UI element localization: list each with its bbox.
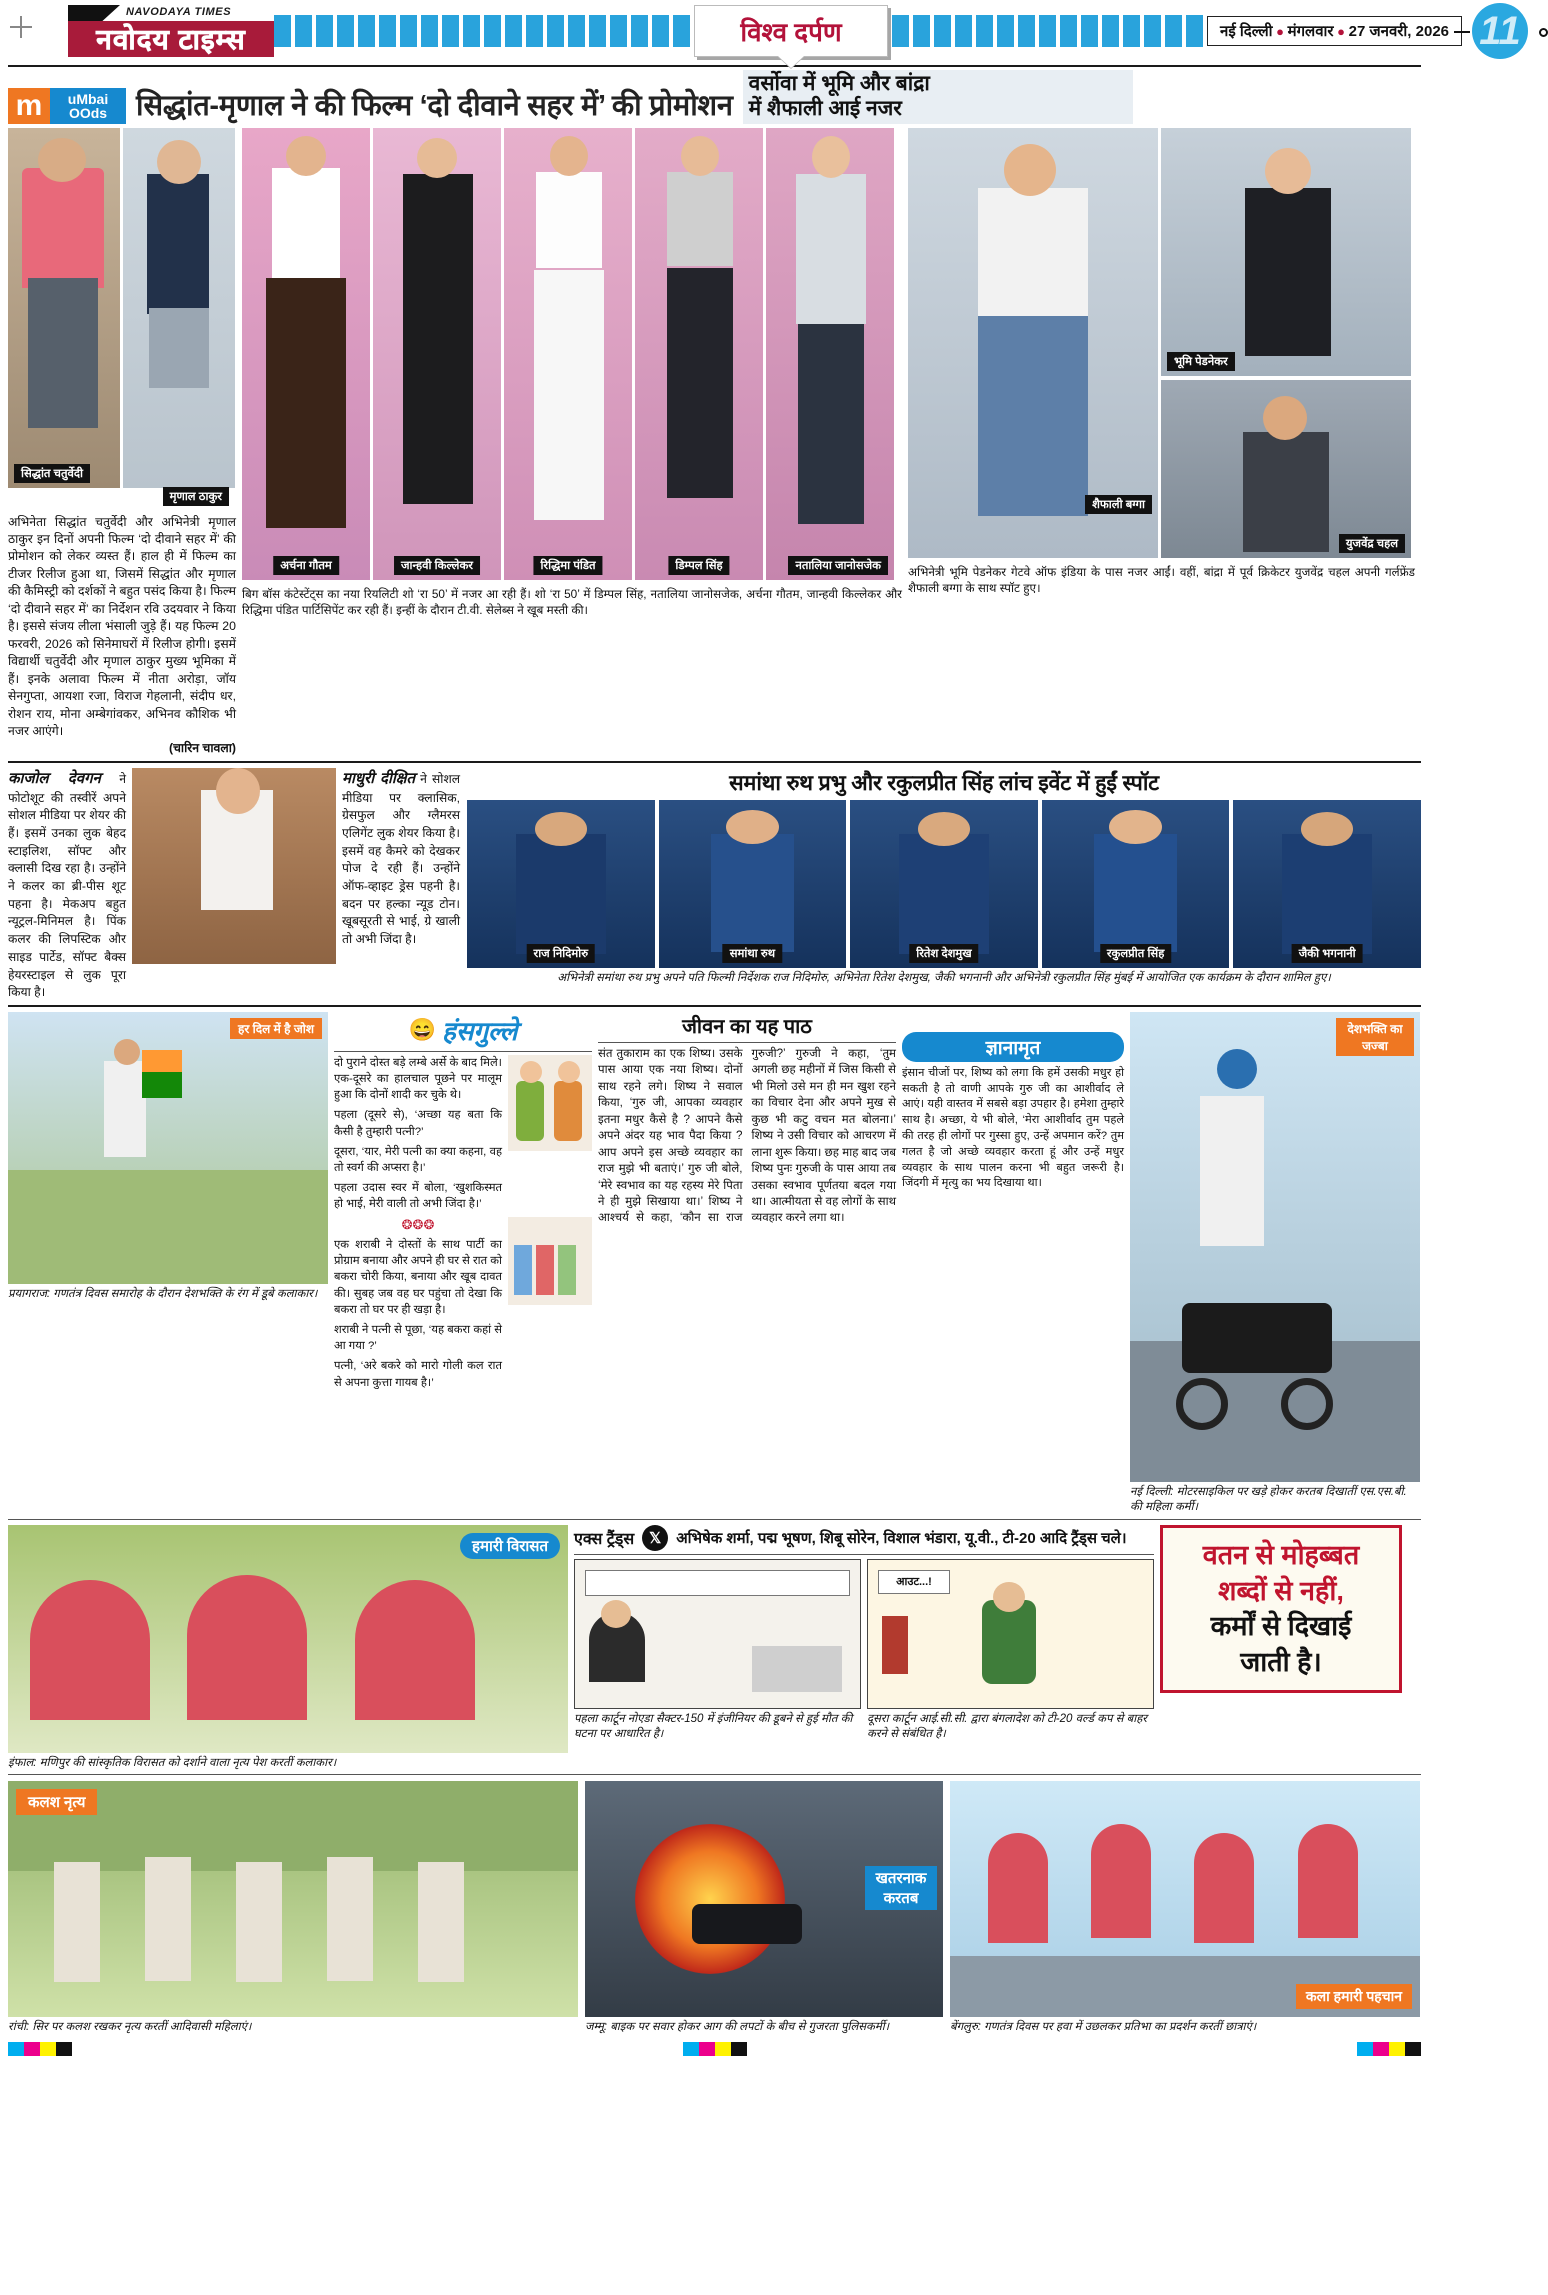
photo-manipur-dance[interactable] [8, 1525, 568, 1753]
masthead-rule [8, 65, 1421, 67]
pehchan-caption: बेंगलुरु: गणतंत्र दिवस पर हवा में उछलकर प्रतिभा का प्रदर्शन करतीं छात्राएं। [950, 2021, 1257, 2034]
crop-mark-left-v [20, 16, 22, 38]
photo-label-janhvi: जान्हवी किल्लेकर [394, 556, 480, 575]
crop-mark-right [1539, 28, 1548, 37]
mumbai-moods-logo [8, 88, 126, 124]
x-logo-icon: 𝕏 [642, 1525, 668, 1551]
photo-label-shefali: शैफाली बग्गा [1085, 495, 1152, 514]
khatarnak-badge: खतरनाक करतब [865, 1866, 937, 1910]
kalash-column [8, 1781, 578, 2036]
row4-rule [8, 1774, 1421, 1775]
joke-6: शराबी ने पत्नी से पूछा, ‘यह बकरा कहां से आ गया ?’ [334, 1323, 502, 1353]
pehchan-column [950, 1781, 1420, 2036]
dateline-dot-2: ● [1333, 24, 1349, 39]
cartoon-2-word: आउट...! [878, 1570, 950, 1594]
section-title-plate [694, 5, 888, 57]
right-headline-line1: वर्सोवा में भूमि और बांद्रा [748, 72, 930, 95]
right-caption: अभिनेत्री भूमि पेडनेकर गेटवे ऑफ इंडिया के पास नजर आईं। वहीं, बांद्रा में पूर्व क्रिकेटर युजवेंद्र चहल अपनी गर्लफ्रेंड शैफाली बग्गा के साथ स्पॉट हुए। [908, 564, 1415, 596]
hansgulle-rule [334, 1051, 592, 1052]
sports-photo-strip [467, 800, 1421, 968]
photo-chahal[interactable] [1161, 380, 1411, 558]
mumbai-moods-m: m [8, 88, 50, 124]
photo-dimpal[interactable] [635, 128, 763, 580]
centre-caption: बिग बॉस कंटेस्टेंट्स का नया रियलिटी शो ‘रा 50’ में नजर आ रही हैं। शो ‘रा 50’ में डिम्पल सिंह, नतालिया जानोसजेक, अर्चना गौतम, जान्हवी किल्लेकर और रिद्धिमा पंडित पार्टिसिपेंट कर रही हैं। इन्हीं के दौरान टी.वी. सेलेब्स ने खूब मस्ती की। [242, 586, 902, 618]
hansgulle-column [334, 1012, 592, 1516]
photo-shefali[interactable] [908, 128, 1158, 558]
virasat-badge: हमारी विरासत [460, 1533, 560, 1559]
mumbai-moods-line1: uMbai [67, 90, 109, 107]
row1-rule [8, 761, 1421, 763]
row3-rule [8, 1519, 1421, 1520]
joke-5: एक शराबी ने दोस्तों के साथ पार्टी का प्रोग्राम बनाया और अपने ही घर से रात को बकरा चोरी किया, बनाया और खूब दावत की। सुबह जब वह घर पहुंचा तो देखा कि बकरा तो घर पर ही खड़ा है। [334, 1239, 502, 1316]
photo-fire-stunt[interactable] [585, 1781, 943, 2017]
cartoon-2 [867, 1559, 1154, 1709]
photo-label-raj: राज निदिमोरु [527, 944, 596, 963]
photo-stunt-rider[interactable] [1130, 1012, 1420, 1482]
photo-kajol[interactable] [132, 768, 336, 964]
centre-photo-column [242, 128, 902, 758]
xtrends-rule [574, 1554, 1154, 1555]
logo-plate [68, 21, 274, 57]
logo-hindi-name: नवोदय टाइम्स [96, 24, 246, 55]
five-photo-strip [242, 128, 902, 580]
vatan-line3: कर्मों से दिखाई [1210, 1611, 1352, 1642]
sports-event-block [467, 768, 1421, 1002]
joke-3: दूसरा, ‘यार, मेरी पत्नी का क्या कहना, वह तो स्वर्ग की अप्सरा है।’ [334, 1145, 502, 1174]
madhuri-body: ने सोशल मीडिया पर क्लासिक, ग्रेसफुल और ग्लैमरस एलिगेंट लुक शेयर किया है। इसमें वह कैमरे को देखकर पोज दे रही हैं। उन्होंने ऑफ-व्हाइट ड्रेस पहनी है। बदन पर हल्का न्यूड टोन। खूबसूरती से भाई, ग्रे खाली तो अभी जिंदा है। [342, 771, 460, 947]
gyan-intro [902, 1012, 1124, 1028]
vatan-line4: जाती है। [1240, 1646, 1322, 1677]
jeevan-title: जीवन का यह पाठ [682, 1015, 812, 1038]
cartoon-party-group [508, 1217, 592, 1305]
vatan-quote-box [1160, 1525, 1402, 1694]
right-photo-pair-top [908, 128, 1415, 558]
photo-raj[interactable] [467, 800, 655, 968]
photo-riddhima[interactable] [504, 128, 632, 580]
khatarnak-column [585, 1781, 943, 2036]
jeevan-column [598, 1012, 896, 1516]
row2-rule [8, 1005, 1421, 1007]
page-number-group [1468, 3, 1538, 59]
kajol-sports-row [8, 768, 1421, 1002]
photo-rakulpreet[interactable] [1042, 800, 1230, 968]
right-headline-line2: में शैफाली आई नजर [748, 96, 902, 120]
page-number-leader [1454, 31, 1470, 33]
photo-bhumi[interactable] [1161, 128, 1411, 376]
josh-column [8, 1012, 328, 1516]
photo-mrunal[interactable] [123, 128, 235, 503]
photo-label-riddhima: रिद्धिमा पंडित [533, 556, 602, 575]
deshbhakti-column [1130, 1012, 1420, 1516]
gyanamrit-badge: ज्ञानामृत [902, 1032, 1124, 1062]
main-headline: सिद्धांत-मृणाल ने की फिल्म ‘दो दीवाने सहर में’ की प्रोमोशन [136, 89, 733, 122]
photo-label-samantha: समांथा रुथ [723, 944, 782, 963]
mumbai-moods-line2: OOds [68, 104, 108, 121]
jeevan-rule [598, 1042, 896, 1043]
virasat-column [8, 1525, 568, 1772]
kajol-body: ने फोटोशूट की तस्वीरें अपने सोशल मीडिया पर शेयर की हैं। इसमें उनका लुक बेहद स्टाइलिश, सॉफ्ट और क्लासी दिख रहा है। उन्होंने ने कलर का ब्री-पीस शूट पहना है। मेकअप बहुत न्यूट्रल-मिनिमल है। पिंक कलर की लिपस्टिक और साइड पार्टेड, सॉफ्ट बैक्स हेयरस्टाइल से लुक पूरा किया है। [8, 771, 126, 1000]
josh-caption: प्रयागराज: गणतंत्र दिवस समारोह के दौरान देशभक्ति के रंग में डूबे कलाकार। [8, 1287, 318, 1300]
kalash-caption: रांची: सिर पर कलश रखकर नृत्य करतीं आदिवासी महिलाएं। [8, 2021, 252, 2034]
photo-label-bhumi: भूमि पेडनेकर [1167, 352, 1235, 371]
left-story-credit: (चारिन चावला) [169, 741, 236, 756]
photo-label-dimpal: डिम्पल सिंह [668, 556, 729, 575]
gyan-body: इंसान चीजों पर, शिष्य को लगा कि हमें उसकी मधुर हो सकती है तो वाणी आपके गुरु जी का आशीर्वाद ले आएं। यही वास्तव में सबसे बड़ा उपहार है। हमेशा तुम्हारे साथ है। अच्छा, ये भी बोले, ‘मेरा आशीर्वाद तुम पहले की तरह ही लोगों पर गुस्सा हुए, उन्हें अपमान करें? तुम गलत है जो अच्छे व्यवहार करता हूं और उन्हें मधुर व्यवहार के साथ पालन करना भी बहुत जरूरी है। जिंदगी में मृत्यु का भय दिखाया था। [902, 1066, 1124, 1190]
vatan-line1: वतन से मोहब्बत [1202, 1539, 1360, 1570]
masthead-bars-left [274, 15, 690, 47]
xtrends-header [574, 1525, 1154, 1551]
joke-4: पहला उदास स्वर में बोला, ‘खुशकिस्मत हो भाई, मेरी वाली तो अभी जिंदा है।’ [334, 1182, 502, 1211]
vatan-quote-column [1160, 1525, 1402, 1772]
joke-divider-icon: ❂❂❂ [401, 1216, 435, 1232]
bottom-photo-row [8, 1781, 1421, 2036]
left-photo-pair [8, 128, 236, 503]
publication-logo[interactable] [26, 5, 274, 57]
right-headline [743, 70, 1133, 124]
mumbai-moods-text [50, 88, 126, 124]
photo-samantha[interactable] [659, 800, 847, 968]
dateline-city: नई दिल्ली [1220, 23, 1273, 40]
photo-josh[interactable] [8, 1012, 328, 1284]
kalash-badge: कलश नृत्य [16, 1789, 97, 1815]
photo-jackky[interactable] [1233, 800, 1421, 968]
kajol-madhuri-block [8, 768, 460, 1002]
deshbhakti-caption: नई दिल्ली: मोटरसाइकिल पर खड़े होकर करतब दिखातीं एस.एस.बी. की महिला कर्मी। [1130, 1485, 1407, 1514]
photo-janhvi[interactable] [373, 128, 501, 580]
heritage-trends-row [8, 1525, 1421, 1772]
madhuri-name: माधुरी दीक्षित [342, 769, 416, 787]
dateline-date: 27 जनवरी, 2026 [1348, 23, 1450, 40]
cartoon-1-caption: पहला कार्टून नोएडा सैक्टर-150 में इंजीनियर की डूबने से हुई मौत की घटना पर आधारित है। [574, 1712, 853, 1741]
left-story-body: अभिनेता सिद्धांत चतुर्वेदी और अभिनेत्री मृणाल ठाकुर इन दिनों अपनी फिल्म ‘दो दीवाने सहर में’ की प्रोमोशन को लेकर व्यस्त हैं। हाल ही में फिल्म का टीजर रिलीज हुआ था, जिसमें सिद्धांत और मृणाल की कैमिस्ट्री को दर्शकों ने बहुत पसंद किया है। फिल्म ‘दो दीवाने सहर में’ का निर्देशन रवि उदयवार ने किया है। इससे संजय लीला भंसाली जुड़े हैं। यह फिल्म 20 फरवरी, 2026 को सिनेमाघरों में रिलीज होगी। इसमें विद्यार्थी चतुर्वेदी और मृणाल ठाकुर मुख्य भूमिका में हैं। इनके अलावा फिल्म में नीता अरोड़ा, जॉय सेनगुप्ता, आयशा रजा, विराज गेहलानी, संदीप धर, रोशन राय, मोना अम्बेगांवकर, अभिनव कौशिक भी नजर आएंगे। [8, 514, 236, 738]
section-title-box [694, 5, 888, 57]
page-number: 11 [1472, 3, 1528, 59]
vatan-line2: शब्दों से नहीं, [1218, 1575, 1344, 1606]
photo-label-archana: अर्चना गौतम [273, 556, 339, 575]
xtrends-list: अभिषेक शर्मा, पद्म भूषण, शिबू सोरेन, विशाल भंडारा, यू.वी., टी-20 आदि ट्रैंड्स चले। [676, 1529, 1127, 1547]
left-story-column [8, 128, 236, 758]
joke-1: दो पुराने दोस्त बड़े लम्बे अर्से के बाद मिले। एक-दूसरे का हालचाल पूछने पर मालूम हुआ कि दोनों शादी कर चुके थे। [334, 1056, 502, 1102]
section-title: विश्व दर्पण [740, 17, 842, 47]
masthead [8, 0, 1521, 62]
deshbhakti-badge: देशभक्ति का जज्बा [1336, 1018, 1414, 1056]
photo-siddhant[interactable] [8, 128, 120, 488]
cartoon-2-caption: दूसरा कार्टून आई.सी.सी. द्वारा बंगलादेश को टी-20 वर्ल्ड कप से बाहर करने से संबंधित है। [867, 1712, 1148, 1741]
xtrends-label: एक्स ट्रैंड्स [574, 1530, 635, 1548]
features-row [8, 1012, 1421, 1516]
photo-label-jackky: जैकी भगनानी [1292, 944, 1363, 963]
photo-label-mrunal: मृणाल ठाकुर [163, 487, 229, 506]
photo-label-ritesh: रितेश देशमुख [909, 944, 978, 963]
sports-headline: समांथा रुथ प्रभु और रकुलप्रीत सिंह लांच इवेंट में हुईं स्पॉट [729, 770, 1159, 795]
top-headline-row [8, 70, 1421, 124]
gyanamrit-column [902, 1012, 1124, 1516]
photo-jumping-dancers[interactable] [950, 1781, 1420, 2017]
kajol-text-block [8, 768, 126, 1002]
virasat-caption: इंफाल: मणिपुर की सांस्कृतिक विरासत को दर्शाने वाला नृत्य पेश करतीं कलाकार। [8, 1756, 337, 1769]
logo-english-name: NAVODAYA TIMES [126, 6, 232, 18]
photo-label-siddhant: सिद्धांत चतुर्वेदी [14, 464, 90, 483]
josh-badge: हर दिल में है जोश [230, 1018, 322, 1039]
joke-2: पहला (दूसरे से), ‘अच्छा यह बता कि कैसी है तुम्हारी पत्नी?’ [334, 1109, 502, 1138]
dateline [1207, 16, 1462, 46]
smiley-icon: 😄 [408, 1016, 437, 1042]
dateline-day: मंगलवार [1287, 23, 1334, 40]
sports-caption: अभिनेत्री समांथा रुथ प्रभु अपने पति फिल्मी निर्देशक राज निदिमोरु, अभिनेता रितेश देशमुख, जैकी भगनानी और अभिनेत्री रकुलप्रीत सिंह मुंबई में आयोजित एक कार्यक्रम के दौरान शामिल हुए। [557, 971, 1331, 984]
photo-kalash-dance[interactable] [8, 1781, 578, 2017]
joke-7: पत्नी, ‘अरे बकरे को मारो गोली कल रात से अपना कुत्ता गायब है।’ [334, 1360, 502, 1389]
hansgulle-header [334, 1012, 592, 1048]
celebrity-photo-row [8, 128, 1421, 758]
khatarnak-caption: जम्मू: बाइक पर सवार होकर आग की लपटों के बीच से गुजरता पुलिसकर्मी। [585, 2021, 890, 2034]
xtrends-column [574, 1525, 1154, 1772]
masthead-bars-right [892, 15, 1203, 47]
hansgulle-title: हंसगुल्ले [442, 1015, 518, 1046]
photo-label-chahal: युजवेंद्र चहल [1339, 534, 1405, 553]
photo-label-rakulpreet: रकुलप्रीत सिंह [1100, 944, 1171, 963]
photo-label-natalia: नतालिया जानोसजेक [788, 556, 888, 575]
pehchan-badge: कला हमारी पहचान [1296, 1984, 1412, 2009]
cartoon-two-friends [508, 1055, 592, 1151]
jeevan-body: संत तुकाराम का एक शिष्य। उसके पास आया एक नया शिष्य। दोनों साथ रहने लगे। शिष्य ने सवाल किया, ‘गुरु जी, आपका व्यवहार इतना मधुर कैसे है ? आपने कैसे अपने अंदर यह भाव पैदा किया ? आप अपने इस अच्छे व्यवहार का राज मुझे भी बताएं।’ गुरु जी बोले, ‘मेरे स्वभाव का यह रहस्य मेरे पिता ने ही मुझे सिखाया था।’ शिष्य ने आश्चर्य से कहा, ‘कौन सा राज गुरुजी?’ गुरुजी ने कहा, ‘तुम अगली छह महीनों में जिस किसी से भी मिलो उसे मन ही मन खुश रहने का विचार देना और अपने मुख से कुछ भी कटु वचन मत बोलना।’ शिष्य ने उसी विचार को आचरण में लाना शुरू किया। छह माह बाद जब शिष्य पुनः गुरुजी के पास आया तब उसका स्वभाव पूर्णतया बदल गया था। आत्मीयता से वह लोगों के साथ व्यवहार करने लगा था। [598, 1046, 896, 1225]
dateline-dot-1: ● [1272, 24, 1288, 39]
registration-color-bar [8, 2042, 1421, 2056]
right-photo-column [908, 128, 1415, 758]
madhuri-text-block [342, 768, 460, 1002]
photo-ritesh[interactable] [850, 800, 1038, 968]
photo-archana[interactable] [242, 128, 370, 580]
section-title-notch [778, 56, 804, 68]
cartoon-1 [574, 1559, 861, 1709]
kajol-name: काजोल देवगन [8, 769, 101, 787]
photo-natalia[interactable] [766, 128, 894, 580]
